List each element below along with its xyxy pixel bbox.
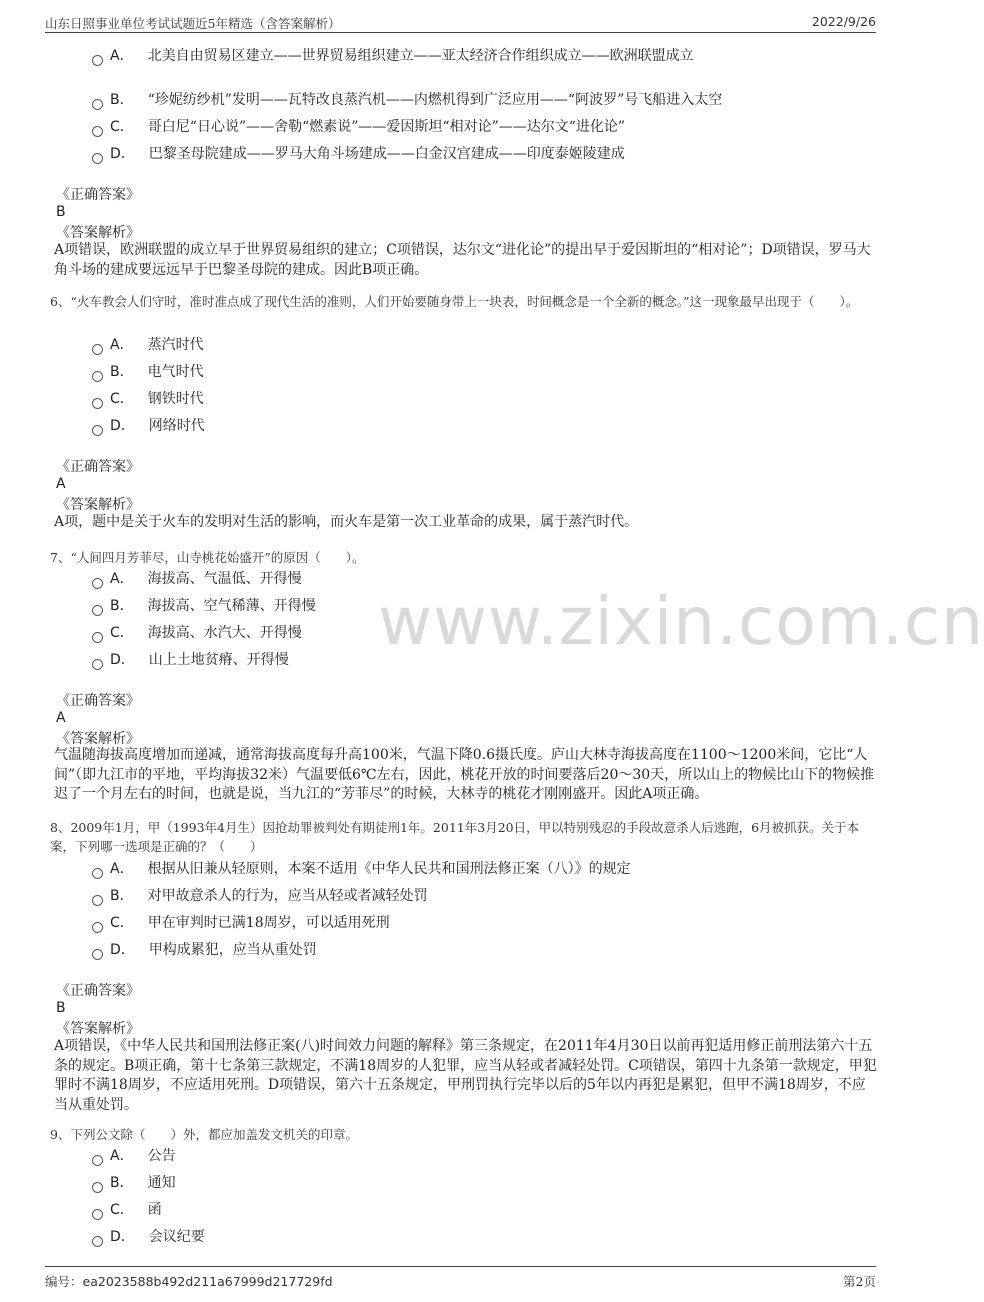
option-c[interactable]: C． 钢铁时代 xyxy=(92,388,204,410)
answer-value: B xyxy=(56,1000,66,1016)
radio-icon[interactable] xyxy=(92,578,103,589)
radio-icon[interactable] xyxy=(92,1155,103,1166)
analysis-label: 《答案解析》 xyxy=(56,1021,140,1037)
question-9: 9、下列公文除（ ）外，都应加盖发文机关的印章。 xyxy=(50,1127,358,1142)
radio-icon[interactable] xyxy=(92,632,103,643)
question-6: 6、“火车教会人们守时，准时准点成了现代生活的准则，人们开始要随身带上一块表，时间概念是一个全新的概念。”这一现象最早出现于（ ）。 xyxy=(50,294,859,309)
option-b[interactable]: B． 通知 xyxy=(92,1172,176,1194)
radio-icon[interactable] xyxy=(92,895,103,906)
radio-icon[interactable] xyxy=(92,659,103,670)
option-c[interactable]: C． 甲在审判时已满18周岁，可以适用死刑 xyxy=(92,912,390,934)
analysis-text: 气温随海拔高度增加而递减，通常海拔高度每升高100米，气温下降0.6摄氏度。庐山大林寺海拔高度在1100～1200米间，它比“人间”（即九江市的平地，平均海拔32米）气温要低6℃左右，因此，桃花开放的时间要落后20～30天，所以山上的物候比山下的物候推迟了一个月左右的时间，也就是说，当九江的“芳菲尽”的时候，大林寺的桃花才刚刚盛开。因此A项正确。 xyxy=(54,747,875,802)
radio-icon[interactable] xyxy=(92,344,103,355)
analysis-text: A项，题中是关于火车的发明对生活的影响，而火车是第一次工业革命的成果，属于蒸汽时代。 xyxy=(54,514,639,530)
option-a[interactable]: A． 根据从旧兼从轻原则，本案不适用《中华人民共和国刑法修正案（八）》的规定 xyxy=(92,858,631,880)
radio-icon[interactable] xyxy=(92,1182,103,1193)
option-c[interactable]: C． 函 xyxy=(92,1199,162,1221)
radio-icon[interactable] xyxy=(92,371,103,382)
answer-label: 《正确答案》 xyxy=(56,187,140,203)
option-c[interactable]: C． 海拔高、水汽大、开得慢 xyxy=(92,622,302,644)
analysis-label: 《答案解析》 xyxy=(56,497,140,513)
option-d[interactable]: D． 甲构成累犯，应当从重处罚 xyxy=(92,939,317,961)
radio-icon[interactable] xyxy=(92,605,103,616)
page-footer xyxy=(45,1266,876,1289)
radio-icon[interactable] xyxy=(92,99,103,110)
answer-value: A xyxy=(56,710,66,726)
question-7: 7、“人间四月芳菲尽，山寺桃花始盛开”的原因（ ）。 xyxy=(50,550,365,565)
analysis-text: A项错误，《中华人民共和国刑法修正案(八)时间效力问题的解释》第三条规定，在2011年4月30日以前再犯适用修正前刑法第六十五条的规定。B项正确，第十七条第三款规定，不满18周岁的人犯罪，应当从轻或者减轻处罚。C项错误，第四十九条第一款规定，甲犯罪时不满18周岁，不应适用死刑。D项错误，第六十五条规定，甲刑罚执行完毕以后的5年以内再犯是累犯，但甲不满18周岁，不应当从重处罚。 xyxy=(54,1038,877,1113)
option-d[interactable]: D． 网络时代 xyxy=(92,415,205,437)
radio-icon[interactable] xyxy=(92,922,103,933)
answer-value: B xyxy=(56,204,66,220)
option-d[interactable]: D． 山上土地贫瘠、开得慢 xyxy=(92,649,289,671)
question-8: 8、2009年1月，甲（1993年4月生）因抢劫罪被判处有期徒刑1年。2011年3月20日，甲以特别残忍的手段故意杀人后逃跑，6月被抓获。关于本案，下列哪一选项是正确的？（ ） xyxy=(50,820,860,854)
radio-icon[interactable] xyxy=(92,398,103,409)
option-c[interactable]: C． 哥白尼“日心说”——舍勒“燃素说”——爱因斯坦“相对论”——达尔文“进化论” xyxy=(92,116,625,138)
analysis-label: 《答案解析》 xyxy=(56,225,140,241)
radio-icon[interactable] xyxy=(92,153,103,164)
answer-label: 《正确答案》 xyxy=(56,693,140,709)
document-date: 2022/9/26 xyxy=(811,14,876,29)
watermark: www.zixin.com.cn xyxy=(378,583,984,660)
option-b[interactable]: B． 海拔高、空气稀薄、开得慢 xyxy=(92,595,316,617)
radio-icon[interactable] xyxy=(92,1209,103,1220)
option-b[interactable]: B． “珍妮纺纱机”发明——瓦特改良蒸汽机——内燃机得到广泛应用——“阿波罗”号飞船进入太空 xyxy=(92,89,722,111)
document-title: 山东日照事业单位考试试题近5年精选（含答案解析） xyxy=(45,16,341,31)
radio-icon[interactable] xyxy=(92,55,103,66)
analysis-text: A项错误，欧洲联盟的成立早于世界贸易组织的建立；C项错误，达尔文“进化论”的提出早于爱因斯坦的“相对论”；D项错误，罗马大角斗场的建成要远远早于巴黎圣母院的建成。因此B项正确。 xyxy=(54,242,871,278)
analysis-label: 《答案解析》 xyxy=(56,731,140,747)
option-a[interactable]: A． 公告 xyxy=(92,1145,176,1167)
option-d[interactable]: D． 巴黎圣母院建成——罗马大角斗场建成——白金汉宫建成——印度泰姬陵建成 xyxy=(92,143,625,165)
radio-icon[interactable] xyxy=(92,868,103,879)
radio-icon[interactable] xyxy=(92,1236,103,1247)
option-a[interactable]: A． 海拔高、气温低、开得慢 xyxy=(92,568,302,590)
option-b[interactable]: B． 对甲故意杀人的行为，应当从轻或者减轻处罚 xyxy=(92,885,428,907)
option-a[interactable]: A． 北美自由贸易区建立——世界贸易组织建立——亚太经济合作组织成立——欧洲联盟成立 xyxy=(92,45,694,67)
option-d[interactable]: D． 会议纪要 xyxy=(92,1226,205,1248)
radio-icon[interactable] xyxy=(92,126,103,137)
option-a[interactable]: A． 蒸汽时代 xyxy=(92,334,204,356)
page-header xyxy=(45,10,876,33)
radio-icon[interactable] xyxy=(92,949,103,960)
answer-label: 《正确答案》 xyxy=(56,983,140,999)
option-b[interactable]: B． 电气时代 xyxy=(92,361,204,383)
answer-label: 《正确答案》 xyxy=(56,459,140,475)
radio-icon[interactable] xyxy=(92,425,103,436)
page-number: 第2页 xyxy=(843,1274,876,1289)
document-code: 编号：ea2023588b492d211a67999d217729fd xyxy=(45,1274,333,1289)
answer-value: A xyxy=(56,476,66,492)
